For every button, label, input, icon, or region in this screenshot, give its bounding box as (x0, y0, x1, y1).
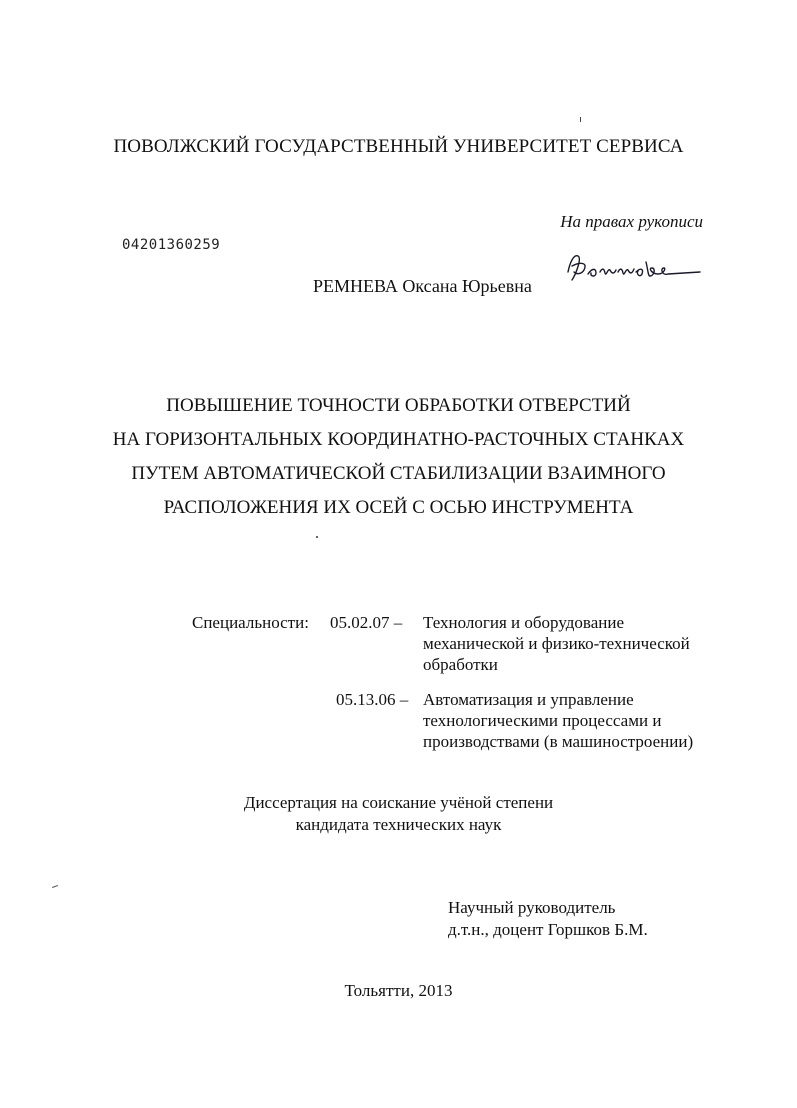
specialty-line: Технология и оборудование (423, 613, 624, 632)
title-line: НА ГОРИЗОНТАЛЬНЫХ КООРДИНАТНО-РАСТОЧНЫХ СТАНКАХ (112, 429, 685, 450)
scan-speck (52, 885, 58, 888)
degree-statement (0, 792, 797, 836)
specialty-line: механической и физико-технической (423, 634, 690, 653)
specialty-line: обработки (423, 655, 498, 674)
specialty-code: 05.13.06 – (336, 690, 409, 709)
university-name: ПОВОЛЖСКИЙ ГОСУДАРСТВЕННЫЙ УНИВЕРСИТЕТ СЕРВИСА (113, 136, 684, 157)
supervisor-block (448, 897, 648, 941)
title-line: ПУТЕМ АВТОМАТИЧЕСКОЙ СТАБИЛИЗАЦИИ ВЗАИМНОГО (131, 463, 666, 484)
title-line: ПОВЫШЕНИЕ ТОЧНОСТИ ОБРАБОТКИ ОТВЕРСТИЙ (166, 395, 631, 416)
author-name: РЕМНЕВА Оксана Юрьевна (313, 276, 532, 296)
specialty-description (423, 689, 693, 752)
manuscript-note: На правах рукописи (560, 212, 703, 231)
dissertation-title (0, 389, 797, 525)
degree-line: Диссертация на соискание учёной степени (243, 793, 554, 812)
author-signature (560, 244, 710, 294)
specialty-line: Автоматизация и управление (423, 690, 634, 709)
degree-line: кандидата технических наук (295, 815, 502, 834)
signature-stroke (568, 256, 700, 280)
scan-speck (316, 536, 318, 538)
archive-number: 04201360259 (122, 237, 221, 253)
scan-mark (580, 117, 581, 122)
specialties-label: Специальности: (192, 613, 309, 632)
specialty-line: производствами (в машиностроении) (423, 732, 694, 751)
specialty-description (423, 612, 690, 675)
specialty-line: технологическими процессами и (423, 711, 662, 730)
supervisor-name: д.т.н., доцент Горшков Б.М. (448, 920, 648, 939)
supervisor-role: Научный руководитель (448, 898, 616, 917)
specialty-code: 05.02.07 – (330, 613, 403, 632)
title-line: РАСПОЛОЖЕНИЯ ИХ ОСЕЙ С ОСЬЮ ИНСТРУМЕНТА (163, 497, 634, 518)
city-year: Тольятти, 2013 (344, 981, 453, 1000)
